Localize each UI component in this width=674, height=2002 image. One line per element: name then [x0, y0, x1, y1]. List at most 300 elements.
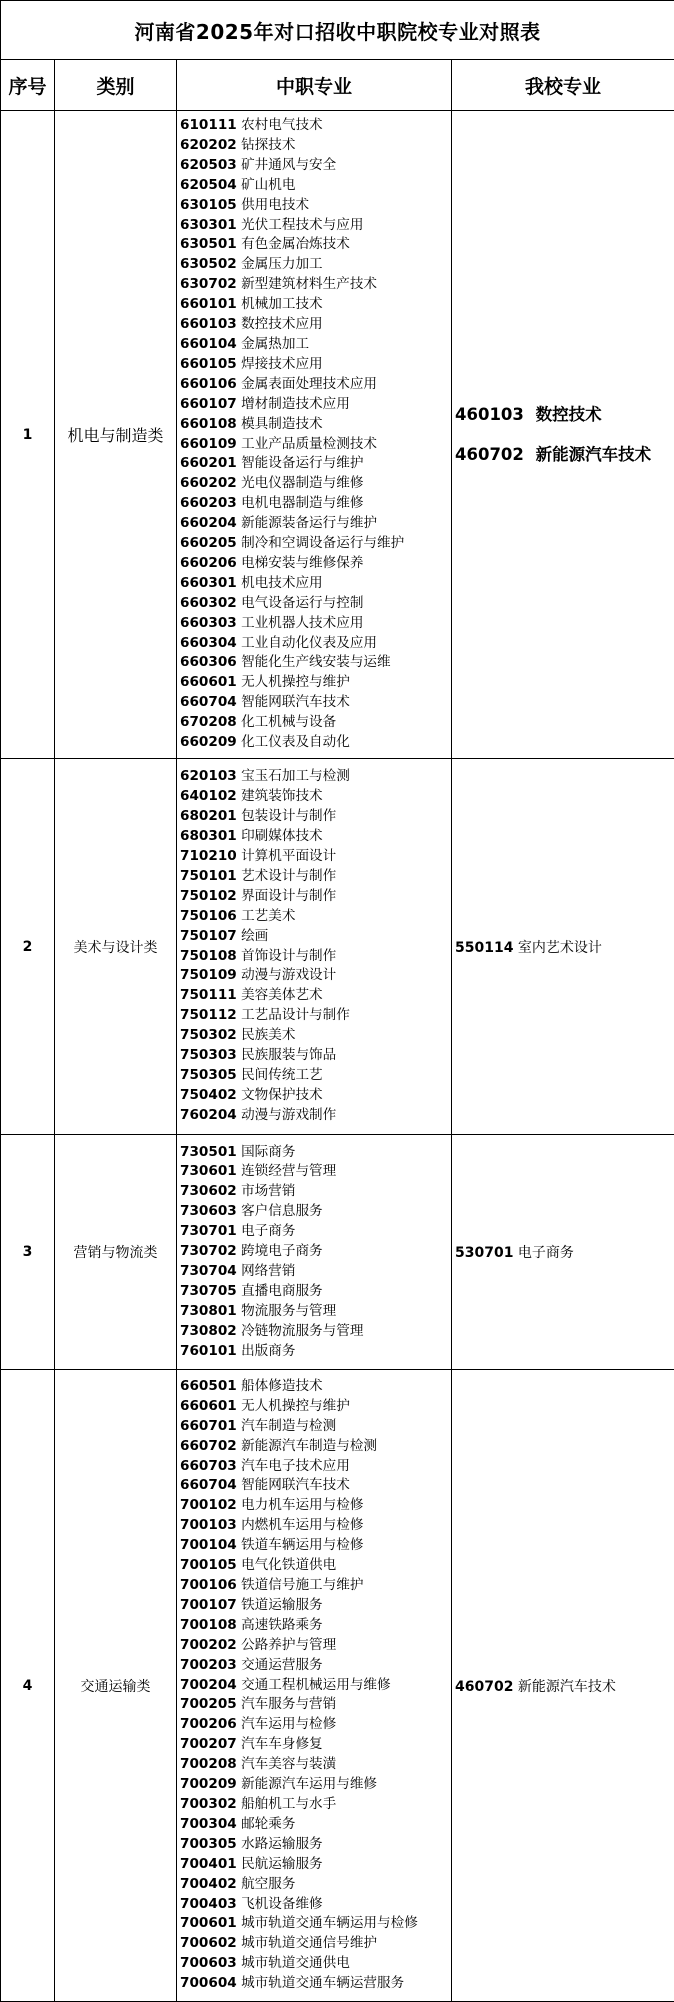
vocational-major-item: [180, 693, 449, 713]
vocational-major-item: [180, 634, 449, 654]
major-name: 金属表面处理技术应用: [241, 376, 377, 392]
major-name: 新能源汽车运用与维修: [241, 1776, 377, 1792]
vocational-major-item: [180, 1397, 449, 1417]
major-code: 660702: [180, 1438, 237, 1454]
major-code: 710210: [180, 848, 237, 864]
major-name: 艺术设计与制作: [241, 868, 336, 884]
vocational-major-item: [180, 1914, 449, 1934]
major-name: 模具制造技术: [241, 416, 323, 432]
major-name: 无人机操控与维护: [241, 1398, 350, 1414]
our-major-list: [452, 759, 674, 1135]
major-name: 化工机械与设备: [241, 714, 336, 730]
major-name: 民族服装与饰品: [241, 1047, 336, 1063]
table-row-1: [1, 111, 674, 759]
major-code: 660704: [180, 1477, 237, 1493]
major-code: 700202: [180, 1637, 237, 1653]
major-code: 660106: [180, 376, 237, 392]
vocational-major-item: [180, 1676, 449, 1696]
vocational-major-item: [180, 315, 449, 335]
major-code: 660303: [180, 615, 237, 631]
major-name: 数控技术: [536, 405, 602, 424]
vocational-major-item: [180, 1086, 449, 1106]
major-code: 660104: [180, 336, 237, 352]
major-code: 700206: [180, 1716, 237, 1732]
major-name: 建筑装饰技术: [241, 788, 323, 804]
row-category: 交通运输类: [55, 1370, 177, 2002]
vocational-major-item: [180, 1536, 449, 1556]
major-name: 城市轨道交通信号维护: [241, 1935, 377, 1951]
major-name: 网络营销: [241, 1263, 295, 1279]
major-code: 660108: [180, 416, 237, 432]
major-code: 750111: [180, 987, 237, 1003]
major-code: 660701: [180, 1418, 237, 1434]
major-code: 660306: [180, 654, 237, 670]
major-name: 智能网联汽车技术: [241, 1477, 350, 1493]
vocational-major-item: [180, 574, 449, 594]
major-name: 直播电商服务: [241, 1283, 323, 1299]
major-name: 机械加工技术: [241, 296, 323, 312]
row-seq: 3: [1, 1135, 55, 1370]
vocational-major-item: [180, 1282, 449, 1302]
major-name: 内燃机车运用与检修: [241, 1517, 363, 1533]
major-code: 750109: [180, 967, 237, 983]
major-code: 660203: [180, 495, 237, 511]
vocational-major-item: [180, 1496, 449, 1516]
major-name: 文物保护技术: [241, 1087, 323, 1103]
major-name: 化工仪表及自动化: [241, 734, 350, 750]
major-name: 连锁经营与管理: [241, 1163, 336, 1179]
major-code: 730802: [180, 1323, 237, 1339]
vocational-major-item: [180, 235, 449, 255]
major-name: 光伏工程技术与应用: [241, 217, 363, 233]
major-code: 700401: [180, 1856, 237, 1872]
major-code: 700602: [180, 1935, 237, 1951]
major-name: 数控技术应用: [241, 316, 323, 332]
major-code: 700105: [180, 1557, 237, 1573]
vocational-major-item: [180, 216, 449, 236]
major-code: 730704: [180, 1263, 237, 1279]
major-code: 750303: [180, 1047, 237, 1063]
major-code: 730702: [180, 1243, 237, 1259]
major-name: 汽车美容与装潢: [241, 1756, 336, 1772]
vocational-major-item: [180, 1106, 449, 1126]
major-name: 动漫与游戏设计: [241, 967, 336, 983]
vocational-major-item: [180, 514, 449, 534]
major-name: 物流服务与管理: [241, 1303, 336, 1319]
major-code: 660209: [180, 734, 237, 750]
vocational-major-item: [180, 1616, 449, 1636]
title-row: [1, 1, 674, 60]
major-name: 金属热加工: [241, 336, 309, 352]
vocational-major-item: [180, 176, 449, 196]
vocational-major-item: [180, 713, 449, 733]
vocational-major-item: [180, 1695, 449, 1715]
major-name: 金属压力加工: [241, 256, 323, 272]
major-code: 700601: [180, 1915, 237, 1931]
vocational-major-item: [180, 614, 449, 634]
major-name: 工艺美术: [241, 908, 295, 924]
major-code: 630301: [180, 217, 237, 233]
vocational-major-item: [180, 415, 449, 435]
major-name: 无人机操控与维护: [241, 674, 350, 690]
major-code: 750101: [180, 868, 237, 884]
header-seq: 序号: [1, 60, 55, 111]
major-name: 电机电器制造与维修: [241, 495, 363, 511]
major-code: 630105: [180, 197, 237, 213]
major-name: 供用电技术: [241, 197, 309, 213]
our-major-item: [455, 435, 674, 475]
major-name: 制冷和空调设备运行与维护: [241, 535, 404, 551]
vocational-major-item: [180, 1954, 449, 1974]
major-name: 交通运营服务: [241, 1657, 323, 1673]
major-code: 660704: [180, 694, 237, 710]
row-category: 营销与物流类: [55, 1135, 177, 1370]
major-name: 机电技术应用: [241, 575, 323, 591]
vocational-major-item: [180, 554, 449, 574]
table-row-2: [1, 759, 674, 1135]
major-name: 汽车制造与检测: [241, 1418, 336, 1434]
vocational-major-list: [177, 1135, 452, 1370]
major-code: 660107: [180, 396, 237, 412]
major-code: 750112: [180, 1007, 237, 1023]
vocational-major-item: [180, 653, 449, 673]
major-code: 630702: [180, 276, 237, 292]
our-major-list: [452, 111, 674, 759]
major-code: 660109: [180, 436, 237, 452]
vocational-major-item: [180, 986, 449, 1006]
major-code: 700304: [180, 1816, 237, 1832]
major-code: 700207: [180, 1736, 237, 1752]
major-code: 630502: [180, 256, 237, 272]
major-code: 730701: [180, 1223, 237, 1239]
vocational-major-item: [180, 1656, 449, 1676]
table-row-3: [1, 1135, 674, 1370]
row-seq: 4: [1, 1370, 55, 2002]
vocational-major-item: [180, 1377, 449, 1397]
vocational-major-item: [180, 1974, 449, 1994]
major-name: 汽车车身修复: [241, 1736, 323, 1752]
major-name: 动漫与游戏制作: [241, 1107, 336, 1123]
major-name: 电子商务: [241, 1223, 295, 1239]
major-code: 750107: [180, 928, 237, 944]
major-name: 新能源汽车技术: [518, 1679, 616, 1695]
major-name: 工业自动化仪表及应用: [241, 635, 377, 651]
major-name: 飞机设备维修: [241, 1896, 323, 1912]
major-name: 工业机器人技术应用: [241, 615, 363, 631]
major-name: 民航运输服务: [241, 1856, 323, 1872]
major-code: 700204: [180, 1677, 237, 1693]
vocational-major-item: [180, 1046, 449, 1066]
major-code: 700604: [180, 1975, 237, 1991]
major-code: 660501: [180, 1378, 237, 1394]
major-code: 660205: [180, 535, 237, 551]
major-name: 新能源汽车制造与检测: [241, 1438, 377, 1454]
vocational-major-item: [180, 1202, 449, 1222]
major-code: 700302: [180, 1796, 237, 1812]
vocational-major-item: [180, 787, 449, 807]
vocational-major-item: [180, 1302, 449, 1322]
major-name: 智能化生产线安装与运维: [241, 654, 391, 670]
major-name: 冷链物流服务与管理: [241, 1323, 363, 1339]
major-name: 交通工程机械运用与维修: [241, 1677, 391, 1693]
vocational-major-item: [180, 474, 449, 494]
major-name: 室内艺术设计: [518, 940, 602, 956]
vocational-major-item: [180, 673, 449, 693]
major-code: 640102: [180, 788, 237, 804]
major-name: 钻探技术: [241, 137, 295, 153]
vocational-major-item: [180, 807, 449, 827]
vocational-major-item: [180, 1417, 449, 1437]
vocational-major-item: [180, 534, 449, 554]
vocational-major-item: [180, 887, 449, 907]
major-code: 660304: [180, 635, 237, 651]
header-row: [1, 60, 674, 111]
vocational-major-item: [180, 1855, 449, 1875]
major-code: 460702: [455, 445, 524, 464]
major-code: 660202: [180, 475, 237, 491]
vocational-major-item: [180, 1795, 449, 1815]
major-name: 电子商务: [518, 1245, 574, 1261]
vocational-major-item: [180, 947, 449, 967]
major-name: 智能设备运行与维护: [241, 455, 363, 471]
major-name: 电梯安装与维修保养: [241, 555, 363, 571]
vocational-major-item: [180, 767, 449, 787]
our-major-list: [452, 1135, 674, 1370]
major-name: 邮轮乘务: [241, 1816, 295, 1832]
major-code: 660302: [180, 595, 237, 611]
vocational-major-list: [177, 759, 452, 1135]
major-name: 印刷媒体技术: [241, 828, 323, 844]
major-code: 700102: [180, 1497, 237, 1513]
vocational-major-item: [180, 907, 449, 927]
major-code: 730801: [180, 1303, 237, 1319]
major-name: 船体修造技术: [241, 1378, 323, 1394]
major-name: 新型建筑材料生产技术: [241, 276, 377, 292]
major-code: 630501: [180, 236, 237, 252]
major-name: 公路养护与管理: [241, 1637, 336, 1653]
major-code: 660703: [180, 1458, 237, 1474]
major-code: 760204: [180, 1107, 237, 1123]
vocational-major-item: [180, 733, 449, 753]
major-name: 新能源汽车技术: [536, 445, 652, 464]
major-name: 工业产品质量检测技术: [241, 436, 377, 452]
vocational-major-item: [180, 1006, 449, 1026]
major-code: 670208: [180, 714, 237, 730]
vocational-major-item: [180, 335, 449, 355]
vocational-major-item: [180, 1516, 449, 1536]
vocational-major-item: [180, 1457, 449, 1477]
vocational-major-item: [180, 275, 449, 295]
header-our-major: 我校专业: [452, 60, 674, 111]
row-seq: 2: [1, 759, 55, 1135]
major-code: 730603: [180, 1203, 237, 1219]
major-code: 700402: [180, 1876, 237, 1892]
major-code: 620503: [180, 157, 237, 173]
vocational-major-item: [180, 494, 449, 514]
major-code: 700108: [180, 1617, 237, 1633]
vocational-major-item: [180, 827, 449, 847]
major-code: 700403: [180, 1896, 237, 1912]
our-major-item: [455, 1676, 674, 1696]
header-category: 类别: [55, 60, 177, 111]
major-name: 铁道信号施工与维护: [241, 1577, 363, 1593]
row-seq: 1: [1, 111, 55, 759]
major-code: 760101: [180, 1343, 237, 1359]
vocational-major-item: [180, 1636, 449, 1656]
major-name: 包装设计与制作: [241, 808, 336, 824]
major-code: 730601: [180, 1163, 237, 1179]
major-code: 620202: [180, 137, 237, 153]
major-code: 750102: [180, 888, 237, 904]
major-code: 700107: [180, 1597, 237, 1613]
major-name: 工艺品设计与制作: [241, 1007, 350, 1023]
major-name: 国际商务: [241, 1144, 295, 1160]
major-code: 730501: [180, 1144, 237, 1160]
vocational-major-item: [180, 1262, 449, 1282]
major-name: 出版商务: [241, 1343, 295, 1359]
major-name: 电气设备运行与控制: [241, 595, 363, 611]
our-major-item: [455, 1242, 674, 1262]
major-name: 民族美术: [241, 1027, 295, 1043]
major-code: 680301: [180, 828, 237, 844]
major-code: 530701: [455, 1245, 513, 1261]
our-major-item: [455, 395, 674, 435]
major-name: 光电仪器制造与维修: [241, 475, 363, 491]
major-name: 智能网联汽车技术: [241, 694, 350, 710]
vocational-major-item: [180, 1242, 449, 1262]
major-name: 绘画: [241, 928, 268, 944]
vocational-major-item: [180, 395, 449, 415]
major-code: 700305: [180, 1836, 237, 1852]
vocational-major-item: [180, 1342, 449, 1362]
major-name: 市场营销: [241, 1183, 295, 1199]
vocational-major-item: [180, 295, 449, 315]
vocational-major-item: [180, 1162, 449, 1182]
vocational-major-item: [180, 255, 449, 275]
major-code: 660601: [180, 674, 237, 690]
vocational-major-item: [180, 927, 449, 947]
major-name: 城市轨道交通供电: [241, 1955, 350, 1971]
major-code: 680201: [180, 808, 237, 824]
vocational-major-item: [180, 435, 449, 455]
major-code: 730602: [180, 1183, 237, 1199]
vocational-major-item: [180, 1026, 449, 1046]
major-name: 高速铁路乘务: [241, 1617, 323, 1633]
major-code: 660601: [180, 1398, 237, 1414]
major-name: 跨境电子商务: [241, 1243, 323, 1259]
vocational-major-item: [180, 847, 449, 867]
vocational-major-item: [180, 1875, 449, 1895]
major-code: 750402: [180, 1087, 237, 1103]
row-category: 美术与设计类: [55, 759, 177, 1135]
major-name: 矿山机电: [241, 177, 295, 193]
vocational-major-item: [180, 116, 449, 136]
major-code: 660201: [180, 455, 237, 471]
major-code: 700603: [180, 1955, 237, 1971]
vocational-major-item: [180, 1143, 449, 1163]
major-code: 750305: [180, 1067, 237, 1083]
major-code: 700205: [180, 1696, 237, 1712]
vocational-major-item: [180, 1476, 449, 1496]
vocational-major-item: [180, 966, 449, 986]
major-code: 660101: [180, 296, 237, 312]
major-code: 750106: [180, 908, 237, 924]
major-name: 电气化铁道供电: [241, 1557, 336, 1573]
major-code: 660206: [180, 555, 237, 571]
our-major-item: [455, 937, 674, 957]
vocational-major-list: [177, 111, 452, 759]
vocational-major-item: [180, 1576, 449, 1596]
vocational-major-item: [180, 1775, 449, 1795]
vocational-major-item: [180, 1182, 449, 1202]
major-name: 增材制造技术应用: [241, 396, 350, 412]
major-name: 电力机车运用与检修: [241, 1497, 363, 1513]
major-code: 750302: [180, 1027, 237, 1043]
vocational-major-item: [180, 1437, 449, 1457]
vocational-major-item: [180, 375, 449, 395]
vocational-major-item: [180, 1835, 449, 1855]
vocational-major-item: [180, 1715, 449, 1735]
major-name: 铁道车辆运用与检修: [241, 1537, 363, 1553]
major-code: 610111: [180, 117, 237, 133]
vocational-major-list: [177, 1370, 452, 2002]
major-code: 700209: [180, 1776, 237, 1792]
major-name: 汽车服务与营销: [241, 1696, 336, 1712]
major-name: 城市轨道交通车辆运营服务: [241, 1975, 404, 1991]
vocational-major-item: [180, 1322, 449, 1342]
table-row-4: [1, 1370, 674, 2002]
major-name: 城市轨道交通车辆运用与检修: [241, 1915, 418, 1931]
vocational-major-item: [180, 1222, 449, 1242]
major-name: 界面设计与制作: [241, 888, 336, 904]
major-code: 750108: [180, 948, 237, 964]
major-name: 焊接技术应用: [241, 356, 323, 372]
major-name: 汽车电子技术应用: [241, 1458, 350, 1474]
vocational-major-item: [180, 355, 449, 375]
major-name: 首饰设计与制作: [241, 948, 336, 964]
major-code: 700203: [180, 1657, 237, 1673]
major-code: 660103: [180, 316, 237, 332]
vocational-major-item: [180, 136, 449, 156]
major-code: 700208: [180, 1756, 237, 1772]
vocational-major-item: [180, 196, 449, 216]
major-code: 550114: [455, 940, 513, 956]
major-name: 宝玉石加工与检测: [241, 768, 350, 784]
vocational-major-item: [180, 594, 449, 614]
table-title: 河南省2025年对口招收中职院校专业对照表: [1, 1, 674, 60]
vocational-major-item: [180, 867, 449, 887]
major-code: 620504: [180, 177, 237, 193]
major-name: 水路运输服务: [241, 1836, 323, 1852]
vocational-major-item: [180, 1556, 449, 1576]
major-code: 700106: [180, 1577, 237, 1593]
major-name: 矿井通风与安全: [241, 157, 336, 173]
major-code: 700104: [180, 1537, 237, 1553]
major-code: 660301: [180, 575, 237, 591]
major-code: 700103: [180, 1517, 237, 1533]
major-name: 汽车运用与检修: [241, 1716, 336, 1732]
major-code: 460702: [455, 1679, 513, 1695]
major-name: 铁道运输服务: [241, 1597, 323, 1613]
row-category: 机电与制造类: [55, 111, 177, 759]
vocational-major-item: [180, 1755, 449, 1775]
major-name: 航空服务: [241, 1876, 295, 1892]
vocational-major-item: [180, 1735, 449, 1755]
vocational-major-item: [180, 1596, 449, 1616]
vocational-major-item: [180, 1066, 449, 1086]
vocational-major-item: [180, 454, 449, 474]
our-major-list: [452, 1370, 674, 2002]
